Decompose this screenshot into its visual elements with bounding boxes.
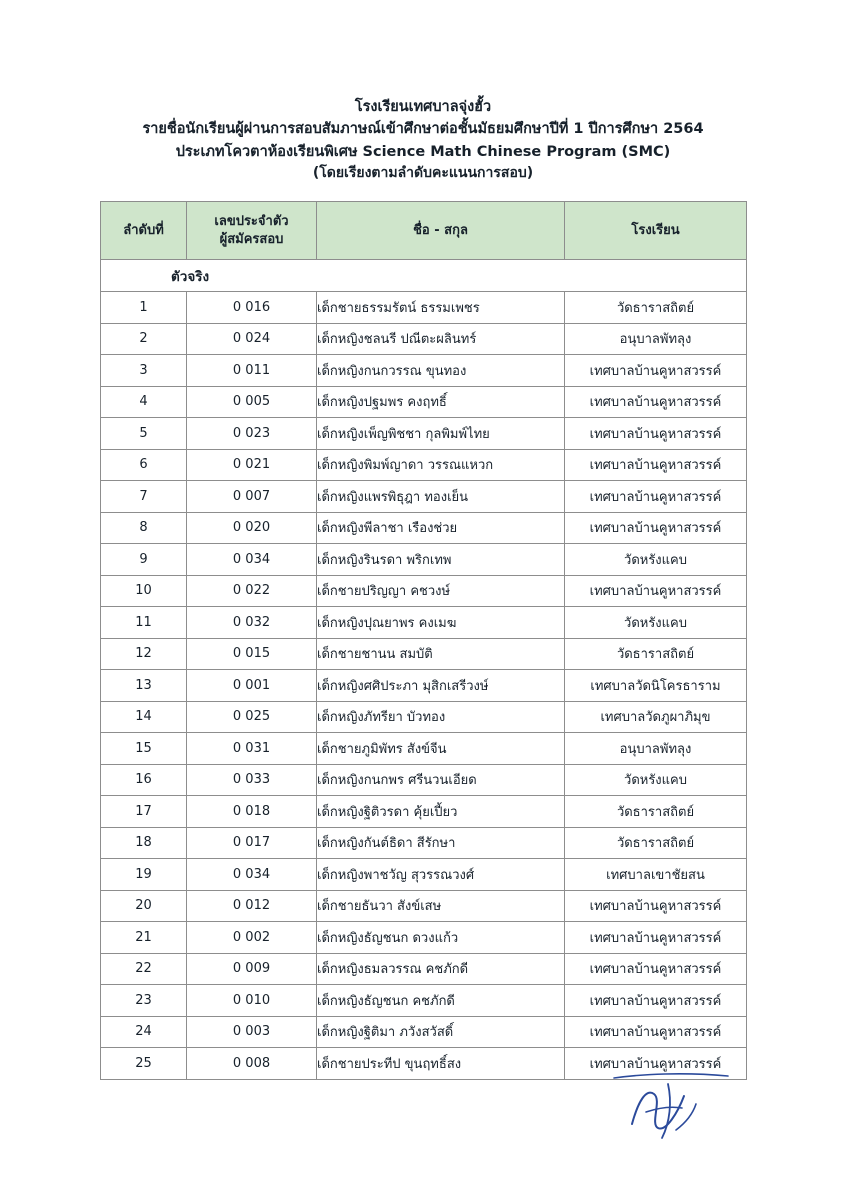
cell-school: เทศบาลบ้านคูหาสวรรค์ [565,953,747,985]
cell-school: วัดหรังแคบ [565,607,747,639]
table-header-row [101,202,747,260]
student-roster-table [100,201,747,1080]
table-row [101,764,747,796]
cell-applicant-code: 0 020 [187,512,317,544]
section-label: ตัวจริง [101,260,747,292]
cell-student-name: เด็กหญิงพิมพ์ญาดา วรรณแหวก [317,449,565,481]
table-row [101,386,747,418]
cell-applicant-code: 0 010 [187,985,317,1017]
cell-applicant-code: 0 008 [187,1048,317,1080]
cell-no: 24 [101,1016,187,1048]
cell-applicant-code: 0 033 [187,764,317,796]
cell-no: 12 [101,638,187,670]
column-header-code-line2: ผู้สมัครสอบ [219,231,284,247]
cell-no: 14 [101,701,187,733]
cell-school: อนุบาลพัทลุง [565,733,747,765]
cell-school: เทศบาลบ้านคูหาสวรรค์ [565,449,747,481]
school-name: โรงเรียนเทศบาลจุ่งฮั้ว [354,99,492,115]
cell-applicant-code: 0 022 [187,575,317,607]
cell-applicant-code: 0 034 [187,859,317,891]
cell-no: 10 [101,575,187,607]
cell-applicant-code: 0 012 [187,890,317,922]
cell-student-name: เด็กหญิงกันต์ธิดา สีรักษา [317,827,565,859]
table-row [101,859,747,891]
cell-student-name: เด็กหญิงรินรดา พริกเทพ [317,544,565,576]
cell-school: วัดหรังแคบ [565,544,747,576]
cell-no: 15 [101,733,187,765]
cell-student-name: เด็กชายภูมิพัทร สังข์จีน [317,733,565,765]
cell-applicant-code: 0 015 [187,638,317,670]
table-row [101,1016,747,1048]
cell-school: เทศบาลบ้านคูหาสวรรค์ [565,575,747,607]
table-row [101,796,747,828]
table-row [101,481,747,513]
cell-school: เทศบาลบ้านคูหาสวรรค์ [565,890,747,922]
cell-student-name: เด็กหญิงเพ็ญพิชชา กุลพิมพ์ไทย [317,418,565,450]
cell-no: 2 [101,323,187,355]
cell-school: วัดธาราสถิตย์ [565,292,747,324]
table-row [101,890,747,922]
cell-student-name: เด็กหญิงศศิประภา มุสิกเสรีวงษ์ [317,670,565,702]
cell-applicant-code: 0 001 [187,670,317,702]
cell-applicant-code: 0 032 [187,607,317,639]
cell-applicant-code: 0 018 [187,796,317,828]
table-row [101,922,747,954]
cell-applicant-code: 0 003 [187,1016,317,1048]
cell-school: วัดหรังแคบ [565,764,747,796]
table-row [101,670,747,702]
cell-school: เทศบาลบ้านคูหาสวรรค์ [565,418,747,450]
cell-student-name: เด็กชายปริญญา คชวงษ์ [317,575,565,607]
column-header-code [187,202,317,260]
cell-no: 19 [101,859,187,891]
table-row [101,418,747,450]
cell-student-name: เด็กหญิงปุณยาพร คงเมฆ [317,607,565,639]
cell-student-name: เด็กหญิงธมลวรรณ คชภักดี [317,953,565,985]
cell-student-name: เด็กชายชานน สมบัติ [317,638,565,670]
cell-no: 25 [101,1048,187,1080]
cell-no: 7 [101,481,187,513]
column-header-no: ลำดับที่ [101,202,187,260]
cell-no: 18 [101,827,187,859]
cell-applicant-code: 0 025 [187,701,317,733]
cell-applicant-code: 0 024 [187,323,317,355]
table-row [101,512,747,544]
cell-student-name: เด็กชายประทีป ขุนฤทธิ์สง [317,1048,565,1080]
cell-applicant-code: 0 016 [187,292,317,324]
document-header [100,96,746,185]
cell-no: 5 [101,418,187,450]
cell-no: 9 [101,544,187,576]
cell-school: เทศบาลบ้านคูหาสวรรค์ [565,512,747,544]
cell-student-name: เด็กหญิงกนกวรรณ ขุนทอง [317,355,565,387]
cell-no: 20 [101,890,187,922]
cell-applicant-code: 0 017 [187,827,317,859]
cell-school: เทศบาลเขาชัยสน [565,859,747,891]
table-row [101,638,747,670]
cell-applicant-code: 0 005 [187,386,317,418]
cell-school: เทศบาลบ้านคูหาสวรรค์ [565,985,747,1017]
cell-school: วัดธาราสถิตย์ [565,796,747,828]
cell-school: เทศบาลวัดนิโครธาราม [565,670,747,702]
cell-no: 1 [101,292,187,324]
column-header-school: โรงเรียน [565,202,747,260]
cell-student-name: เด็กหญิงภัทรียา บัวทอง [317,701,565,733]
cell-school: วัดธาราสถิตย์ [565,638,747,670]
cell-student-name: เด็กหญิงกนกพร ศรีนวนเอียด [317,764,565,796]
cell-school: เทศบาลบ้านคูหาสวรรค์ [565,355,747,387]
cell-student-name: เด็กหญิงฐิติมา ภวังสวัสดิ์ [317,1016,565,1048]
cell-school: เทศบาลบ้านคูหาสวรรค์ [565,922,747,954]
table-row [101,292,747,324]
section-row [101,260,747,292]
cell-student-name: เด็กชายธันวา สังข์เสษ [317,890,565,922]
document-subtitle-3: (โดยเรียงตามลำดับคะแนนการสอบ) [312,165,534,182]
cell-school: เทศบาลบ้านคูหาสวรรค์ [565,386,747,418]
cell-no: 16 [101,764,187,796]
table-row [101,827,747,859]
table-row [101,607,747,639]
table-row [101,1048,747,1080]
cell-applicant-code: 0 002 [187,922,317,954]
cell-school: วัดธาราสถิตย์ [565,827,747,859]
column-header-name: ชื่อ - สกุล [317,202,565,260]
signature-mark [612,1072,732,1150]
cell-student-name: เด็กหญิงชลนรี ปณีตะผลินทร์ [317,323,565,355]
cell-student-name: เด็กหญิงธัญชนก ดวงแก้ว [317,922,565,954]
cell-no: 3 [101,355,187,387]
table-row [101,449,747,481]
table-row [101,355,747,387]
cell-no: 11 [101,607,187,639]
cell-no: 6 [101,449,187,481]
cell-student-name: เด็กหญิงปฐมพร คงฤทธิ์ [317,386,565,418]
cell-school: อนุบาลพัทลุง [565,323,747,355]
column-header-code-line1: เลขประจำตัว [214,214,289,230]
cell-no: 8 [101,512,187,544]
cell-school: เทศบาลวัดภูผาภิมุข [565,701,747,733]
table-row [101,323,747,355]
cell-student-name: เด็กหญิงแพรพิธุฎา ทองเย็น [317,481,565,513]
table-body [101,260,747,1080]
cell-no: 4 [101,386,187,418]
cell-school: เทศบาลบ้านคูหาสวรรค์ [565,1048,747,1080]
cell-applicant-code: 0 021 [187,449,317,481]
cell-no: 23 [101,985,187,1017]
cell-applicant-code: 0 011 [187,355,317,387]
cell-applicant-code: 0 009 [187,953,317,985]
document-subtitle-1: รายชื่อนักเรียนผู้ผ่านการสอบสัมภาษณ์เข้าศึกษาต่อชั้นมัธยมศึกษาปีที่ 1 ปีการศึกษา 2564 [142,121,704,138]
cell-school: เทศบาลบ้านคูหาสวรรค์ [565,481,747,513]
document-subtitle-2: ประเภทโควตาห้องเรียนพิเศษ Science Math Chinese Program (SMC) [175,143,671,160]
table-row [101,733,747,765]
cell-no: 21 [101,922,187,954]
cell-student-name: เด็กชายธรรมรัตน์ ธรรมเพชร [317,292,565,324]
cell-applicant-code: 0 034 [187,544,317,576]
table-row [101,985,747,1017]
cell-school: เทศบาลบ้านคูหาสวรรค์ [565,1016,747,1048]
cell-student-name: เด็กหญิงพีลาชา เรืองช่วย [317,512,565,544]
cell-no: 17 [101,796,187,828]
table-row [101,701,747,733]
cell-applicant-code: 0 023 [187,418,317,450]
cell-no: 13 [101,670,187,702]
cell-student-name: เด็กหญิงพาชวัญ สุวรรณวงศ์ [317,859,565,891]
cell-no: 22 [101,953,187,985]
cell-applicant-code: 0 031 [187,733,317,765]
cell-applicant-code: 0 007 [187,481,317,513]
table-row [101,544,747,576]
cell-student-name: เด็กหญิงธัญชนก คชภักดี [317,985,565,1017]
table-row [101,953,747,985]
cell-student-name: เด็กหญิงฐิติวรดา คุ้ยเปี้ยว [317,796,565,828]
table-row [101,575,747,607]
